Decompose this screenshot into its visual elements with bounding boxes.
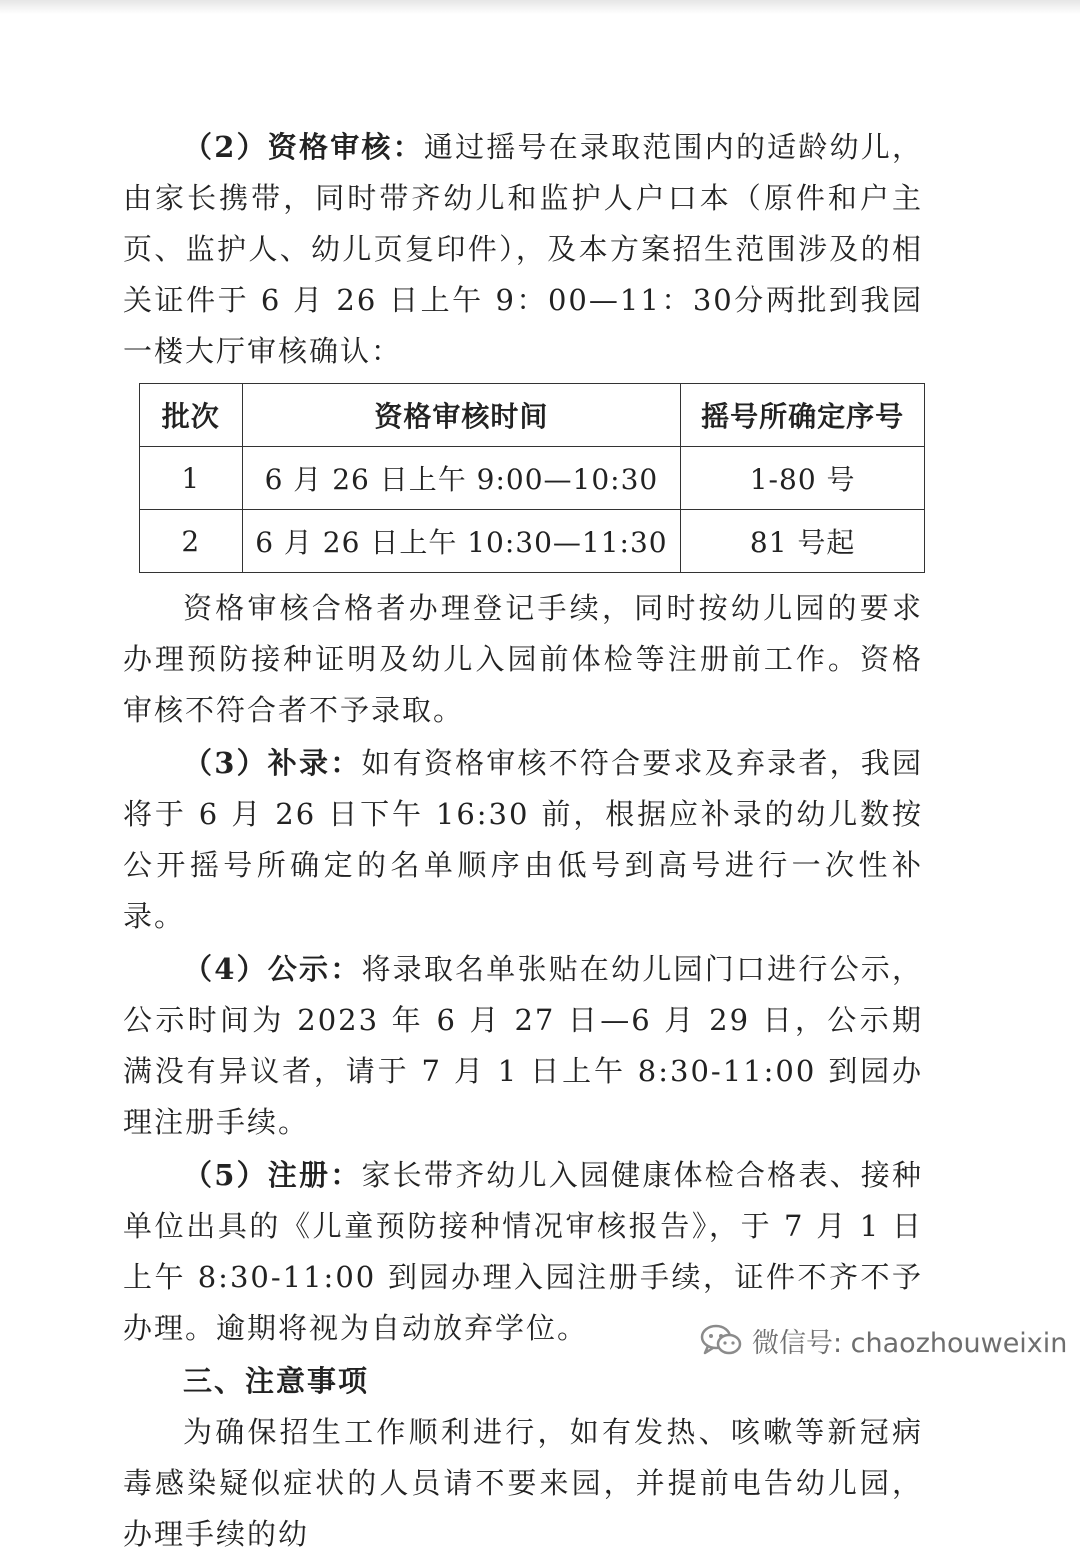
section-3-text: 如有资格审核不符合要求及弃录者，我园将于 6 月 26 日下午 16:30 前，根据应补录的幼儿数按公开摇号所确定的名单顺序由低号到高号进行一次性补录。 — [123, 746, 923, 933]
section-5-text: 家长带齐幼儿入园健康体检合格表、接种单位出具的《儿童预防接种情况审核报告》，于 7 月 1 日上午 8:30-11:00 到园办理入园注册手续，证件不齐不予办理。逾期将视为自动放弃学位。 — [123, 1158, 923, 1345]
watermark-text: 微信号: chaozhouweixin — [752, 1327, 1068, 1359]
table-row — [140, 447, 925, 510]
table-row — [140, 510, 925, 573]
section-3-label: （3）补录： — [183, 746, 362, 780]
schedule-table — [139, 383, 925, 573]
notice-paragraph: 为确保招生工作顺利进行，如有发热、咳嗽等新冠病毒感染疑似症状的人员请不要来园，并提前电告幼儿园，办理手续的幼 — [123, 1415, 923, 1551]
cell-review-time: 6 月 26 日上午 10:30—11:30 — [242, 510, 681, 573]
cell-batch: 2 — [140, 510, 243, 573]
cell-batch: 1 — [140, 447, 243, 510]
section-2-label: （2）资格审核： — [183, 130, 424, 164]
section-heading-notes: 三、注意事项 — [183, 1364, 370, 1398]
scan-top-edge — [0, 0, 1080, 14]
wechat-icon — [700, 1322, 742, 1358]
wechat-watermark — [700, 1318, 1067, 1362]
header-lottery-number: 摇号所确定序号 — [681, 384, 925, 447]
header-review-time: 资格审核时间 — [242, 384, 681, 447]
section-3-paragraph — [123, 738, 923, 942]
section-4-label: （4）公示： — [183, 952, 362, 986]
section-2-text: 通过摇号在录取范围内的适龄幼儿，由家长携带，同时带齐幼儿和监护人户口本（原件和户主页、监护人、幼儿页复印件），及本方案招生范围涉及的相关证件于 6 月 26 日上午 9：00—11：30分两批到我园一楼大厅审核确认： — [123, 130, 923, 368]
header-batch: 批次 — [140, 384, 243, 447]
section-5-label: （5）注册： — [183, 1158, 362, 1192]
cell-lottery-number: 1-80 号 — [681, 447, 925, 510]
section-4-paragraph — [123, 944, 923, 1148]
after-table-paragraph: 资格审核合格者办理登记手续，同时按幼儿园的要求办理预防接种证明及幼儿入园前体检等注册前工作。资格审核不符合者不予录取。 — [123, 591, 923, 727]
table-header-row — [140, 384, 925, 447]
cell-lottery-number: 81 号起 — [681, 510, 925, 573]
section-2-paragraph — [123, 122, 923, 377]
cell-review-time: 6 月 26 日上午 9:00—10:30 — [242, 447, 681, 510]
section-4-text: 将录取名单张贴在幼儿园门口进行公示，公示时间为 2023 年 6 月 27 日—6 月 29 日，公示期满没有异议者，请于 7 月 1 日上午 8:30-11:00 到园办理注册手续。 — [123, 952, 923, 1139]
